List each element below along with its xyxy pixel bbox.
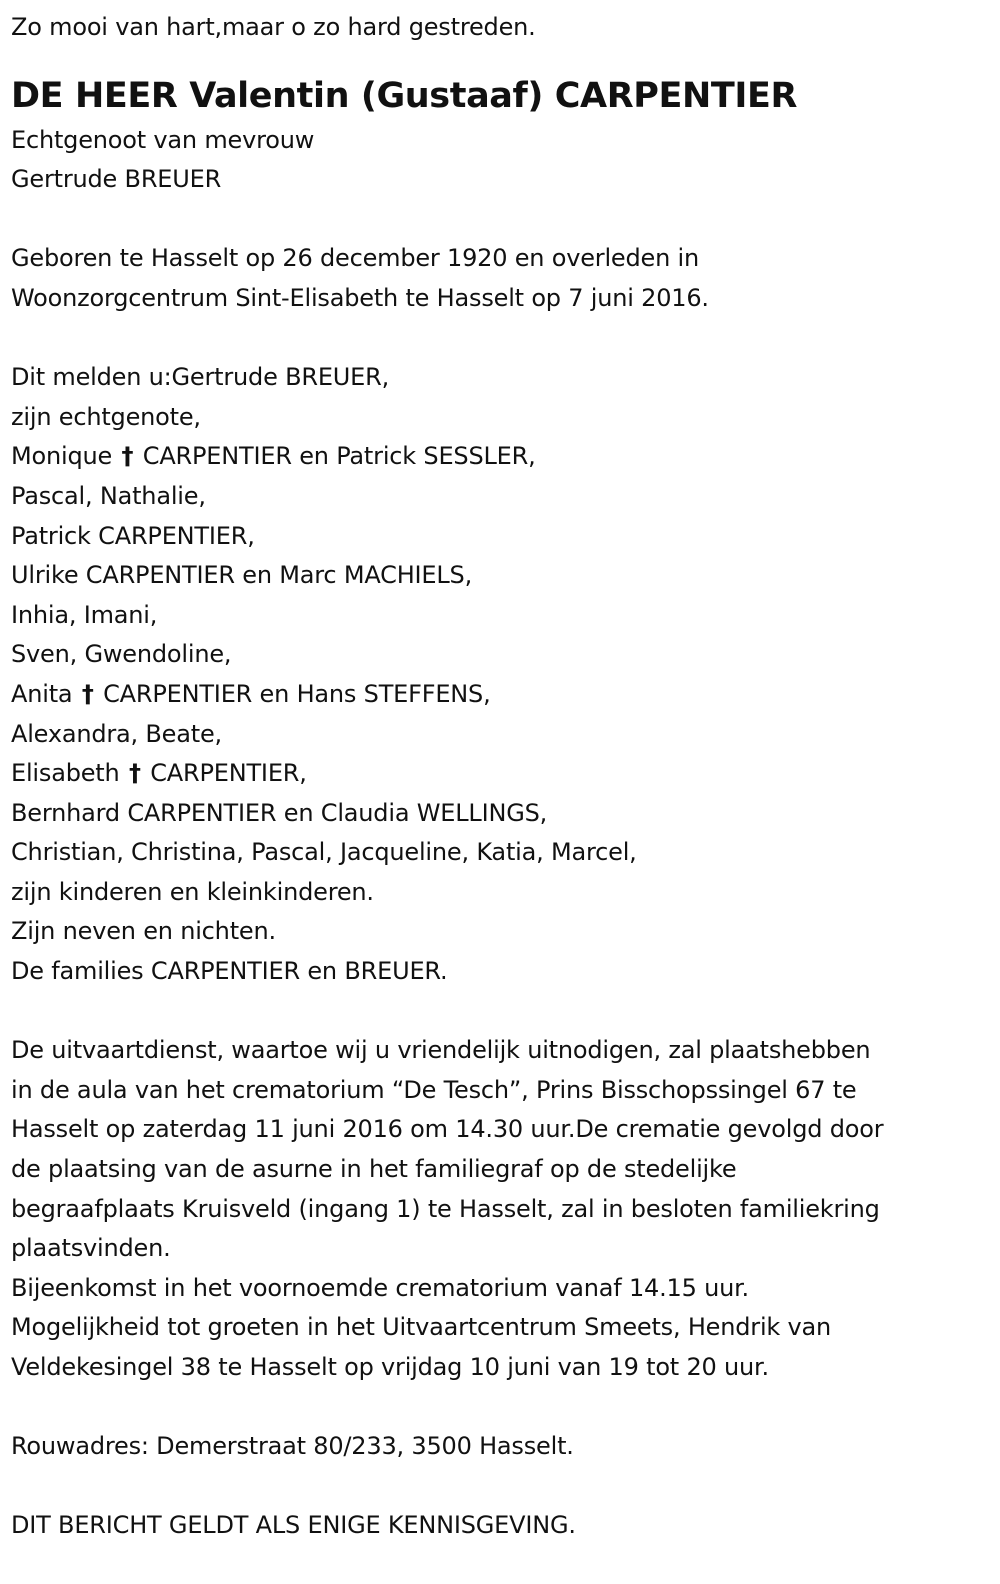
obituary-notice	[11, 8, 986, 1546]
birth-line: Geboren te Hasselt op 26 december 1920 en overleden in	[11, 244, 700, 273]
announcer-line: Alexandra, Beate,	[11, 719, 222, 748]
service-line: Veldekesingel 38 te Hasselt op vrijdag 10 juni van 19 tot 20 uur.	[11, 1353, 769, 1381]
announcer-line: Bernhard CARPENTIER en Claudia WELLINGS,	[11, 798, 548, 827]
motto-text: Zo mooi van hart,maar o zo hard gestreden.	[11, 13, 536, 41]
announcer-line: Pascal, Nathalie,	[11, 481, 206, 510]
announcer-line	[11, 437, 986, 477]
spouse-line: Echtgenoot van mevrouw	[11, 125, 315, 154]
spacer	[11, 992, 986, 1032]
spacer	[11, 1388, 986, 1428]
service-line: Bijeenkomst in het voornoemde crematorium vanaf 14.15 uur.	[11, 1273, 749, 1302]
announcer-first-name: Anita	[11, 679, 73, 708]
announcer-line	[11, 754, 986, 794]
announcer-line: Christian, Christina, Pascal, Jacqueline, Katia, Marcel,	[11, 838, 637, 867]
birth-death-block	[11, 239, 986, 318]
service-line: Mogelijkheid tot groeten in het Uitvaartcentrum Smeets, Hendrik van	[11, 1313, 832, 1342]
closing-notice: DIT BERICHT GELDT ALS ENIGE KENNISGEVING.	[11, 1511, 576, 1540]
service-line: in de aula van het crematorium “De Tesch”, Prins Bisschopssingel 67 te	[11, 1075, 857, 1104]
death-line: Woonzorgcentrum Sint-Elisabeth te Hasselt op 7 juni 2016.	[11, 283, 709, 312]
funeral-service-block	[11, 1031, 986, 1387]
service-line: begraafplaats Kruisveld (ingang 1) te Hasselt, zal in besloten familiekring	[11, 1194, 880, 1223]
service-line: de plaatsing van de asurne in het familiegraf op de stedelijke	[11, 1155, 737, 1184]
service-line: De uitvaartdienst, waartoe wij u vriendelijk uitnodigen, zal plaatshebben	[11, 1036, 871, 1065]
cross-icon: †	[81, 679, 94, 708]
spouse-block	[11, 121, 986, 200]
announcer-line: zijn kinderen en kleinkinderen.	[11, 877, 374, 906]
spouse-name: Gertrude BREUER	[11, 165, 222, 194]
announcer-rest: CARPENTIER en Patrick SESSLER,	[142, 442, 536, 471]
announcer-line	[11, 675, 986, 715]
announcer-line: Ulrike CARPENTIER en Marc MACHIELS,	[11, 561, 473, 590]
announcer-first-name: Monique	[11, 442, 113, 471]
service-line: Hasselt op zaterdag 11 juni 2016 om 14.30 uur.De crematie gevolgd door	[11, 1115, 884, 1144]
announcer-line: Inhia, Imani,	[11, 600, 158, 629]
announcer-line: De families CARPENTIER en BREUER.	[11, 957, 448, 986]
announcer-line: Patrick CARPENTIER,	[11, 521, 255, 550]
service-line: plaatsvinden.	[11, 1234, 171, 1263]
announcer-line: Sven, Gwendoline,	[11, 640, 232, 669]
announcer-line: zijn echtgenote,	[11, 402, 201, 431]
announcer-rest: CARPENTIER en Hans STEFFENS,	[103, 679, 491, 708]
cross-icon: †	[121, 442, 134, 471]
announcer-line: Zijn neven en nichten.	[11, 917, 276, 946]
announcers-block	[11, 358, 986, 992]
announcer-first-name: Elisabeth	[11, 759, 120, 788]
spacer	[11, 200, 986, 240]
announcer-rest: CARPENTIER,	[150, 759, 307, 788]
announcer-line: Dit melden u:Gertrude BREUER,	[11, 363, 390, 392]
mourning-address: Rouwadres: Demerstraat 80/233, 3500 Hasselt.	[11, 1432, 574, 1461]
spacer	[11, 1467, 986, 1507]
spacer	[11, 319, 986, 359]
deceased-name: DE HEER Valentin (Gustaaf) CARPENTIER	[11, 75, 798, 116]
cross-icon: †	[128, 759, 141, 788]
